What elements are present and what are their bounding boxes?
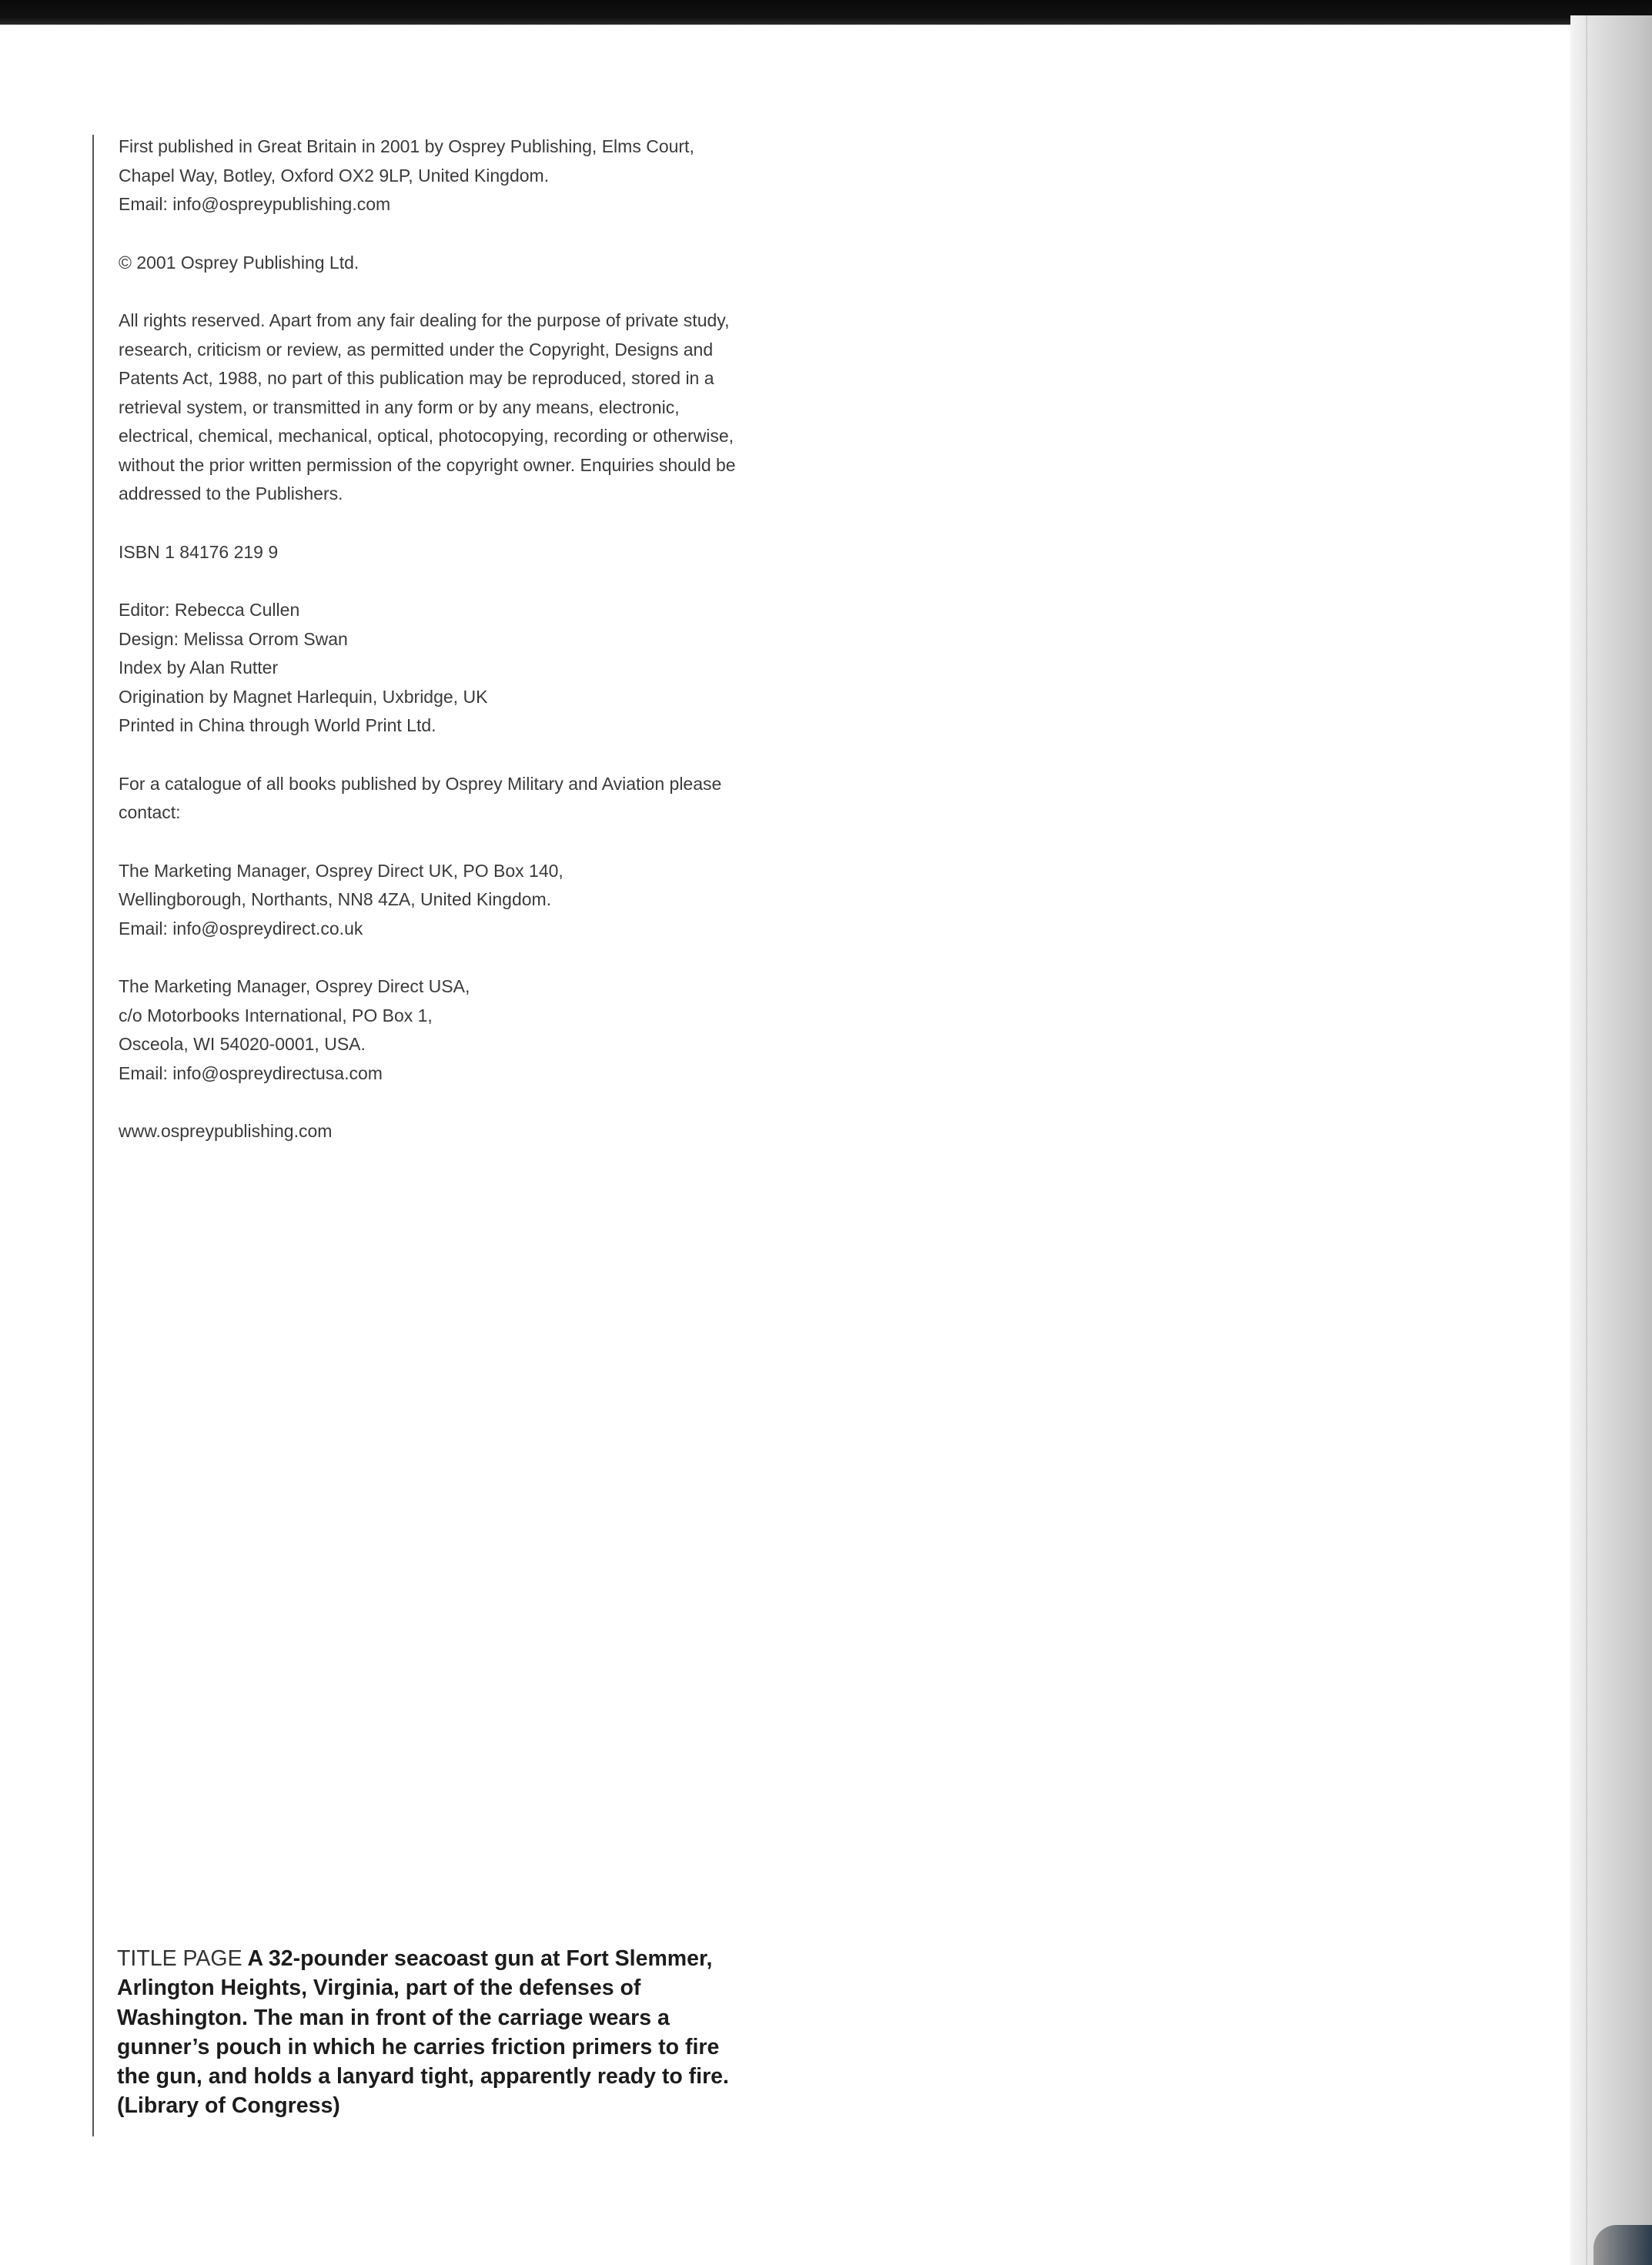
title-page-caption <box>117 1944 810 2121</box>
text-line: First published in Great Britain in 2001 by Osprey Publishing, Elms Court, <box>119 136 694 156</box>
text-line: without the prior written permission of the copyright owner. Enquiries should be <box>119 454 736 475</box>
text-line: research, criticism or review, as permitted under the Copyright, Designs and <box>119 339 714 360</box>
caption-line: Arlington Heights, Virginia, part of the defenses of <box>117 1976 641 2001</box>
copyright-line: © 2001 Osprey Publishing Ltd. <box>119 252 359 273</box>
address-line: Osceola, WI 54020-0001, USA. <box>119 1034 366 1054</box>
copyright-notice <box>119 249 811 278</box>
address-line: c/o Motorbooks International, PO Box 1, <box>119 1005 433 1025</box>
credit-line: Printed in China through World Print Ltd. <box>119 715 436 735</box>
contact-uk-block <box>119 857 811 944</box>
credit-line: Origination by Magnet Harlequin, Uxbridge, UK <box>119 686 488 707</box>
credit-line: Editor: Rebecca Cullen <box>119 600 300 620</box>
caption-line <box>117 1944 810 1973</box>
caption-text: A 32-pounder seacoast gun at Fort Slemmer, <box>247 1946 713 1971</box>
isbn-block <box>119 538 811 567</box>
contact-usa-block <box>119 972 811 1088</box>
imprint-text <box>119 132 811 1176</box>
text-line: addressed to the Publishers. <box>119 483 343 504</box>
text-line: For a catalogue of all books published by Osprey Military and Aviation please <box>119 773 722 794</box>
credits-block <box>119 596 811 741</box>
page-edge-line <box>1586 15 1587 2265</box>
caption-line: Washington. The man in front of the carriage wears a <box>117 2005 670 2030</box>
caption-source: (Library of Congress) <box>117 2093 340 2119</box>
email-text: Email: info@ospreypublishing.com <box>119 194 391 214</box>
credit-line: Design: Melissa Orrom Swan <box>119 628 348 649</box>
text-line: electrical, chemical, mechanical, optical, photocopying, recording or otherwise, <box>119 426 734 446</box>
address-line: The Marketing Manager, Osprey Direct UK, PO Box 140, <box>119 860 563 881</box>
email-text: Email: info@ospreydirectusa.com <box>119 1062 383 1083</box>
scan-top-edge <box>0 0 1652 25</box>
text-line: Patents Act, 1988, no part of this publication may be reproduced, stored in a <box>119 368 714 388</box>
caption-line: gunner’s pouch in which he carries friction primers to fire <box>117 2034 720 2059</box>
website-block <box>119 1117 811 1146</box>
catalogue-block <box>119 770 811 828</box>
rights-block <box>119 306 811 509</box>
page-gutter-shadow <box>1570 15 1652 2265</box>
address-line: The Marketing Manager, Osprey Direct USA, <box>119 976 470 996</box>
caption-line: the gun, and holds a lanyard tight, apparently ready to fire. <box>117 2064 729 2089</box>
text-line: contact: <box>119 802 181 822</box>
text-line: Chapel Way, Botley, Oxford OX2 9LP, United Kingdom. <box>119 165 550 186</box>
text-line: All rights reserved. Apart from any fair dealing for the purpose of private study, <box>119 310 730 330</box>
page-corner-shadow <box>1593 2225 1652 2265</box>
credit-line: Index by Alan Rutter <box>119 657 279 677</box>
margin-rule <box>92 135 94 2136</box>
text-line: retrieval system, or transmitted in any form or by any means, electronic, <box>119 396 680 417</box>
email-text: Email: info@ospreydirect.co.uk <box>119 918 363 938</box>
address-line: Wellingborough, Northants, NN8 4ZA, United Kingdom. <box>119 889 552 909</box>
caption-label: TITLE PAGE <box>117 1946 242 1971</box>
isbn-line: ISBN 1 84176 219 9 <box>119 541 279 562</box>
website-text: www.ospreypublishing.com <box>119 1121 333 1141</box>
publication-block <box>119 132 811 219</box>
